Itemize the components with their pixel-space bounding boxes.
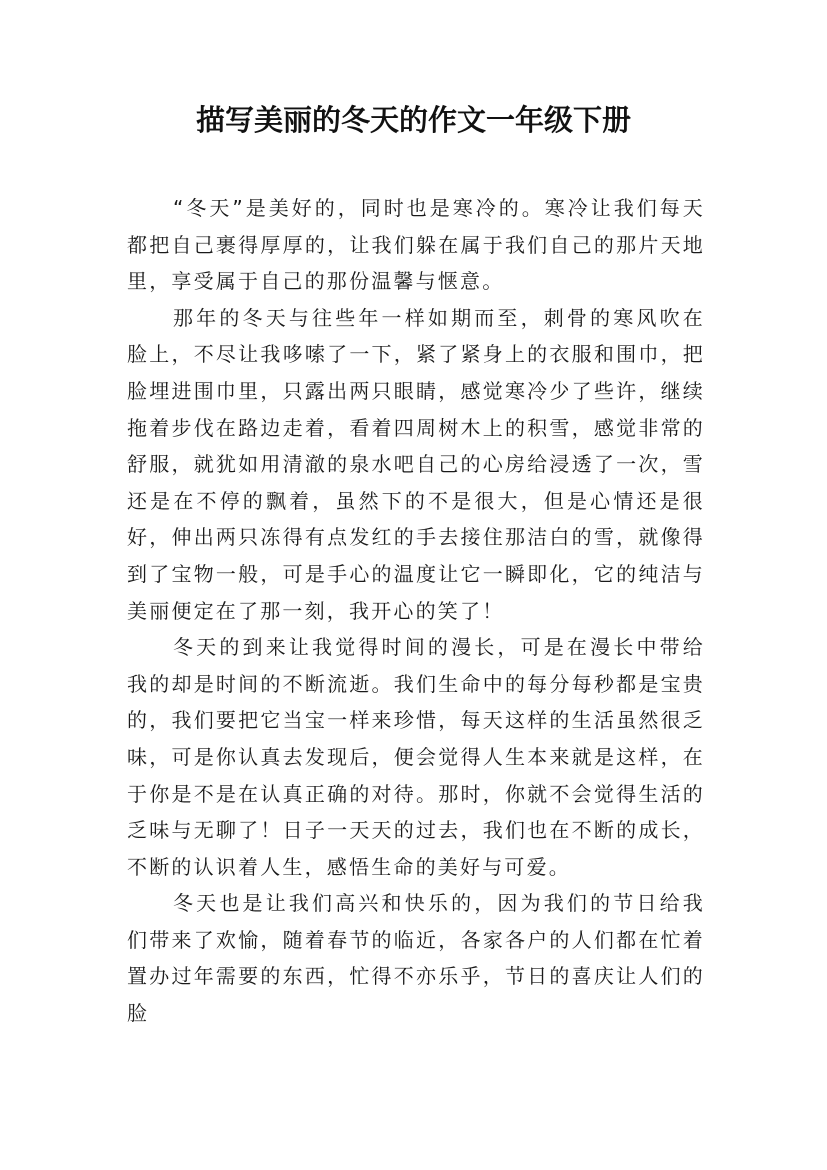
- paragraph: 那年的冬天与往些年一样如期而至，刺骨的寒风吹在脸上，不尽让我哆嗦了一下，紧了紧身上的衣服和围巾，把脸埋进围巾里，只露出两只眼睛，感觉寒冷少了些许，继续拖着步伐在路边走着，看着四周树木上的积雪，感觉非常的舒服，就犹如用清澈的泉水吧自己的心房给浸透了一次，雪还是在不停的飘着，虽然下的不是很大，但是心情还是很好，伸出两只冻得有点发红的手去接住那洁白的雪，就像得到了宝物一般，可是手心的温度让它一瞬即化，它的纯洁与美丽便定在了那一刻，我开心的笑了！: [127, 305, 705, 623]
- paragraph: 冬天也是让我们高兴和快乐的，因为我们的节日给我们带来了欢愉，随着春节的临近，各家各户的人们都在忙着置办过年需要的东西，忙得不亦乐乎，节日的喜庆让人们的脸: [127, 891, 705, 1026]
- paragraph: “冬天”是美好的，同时也是寒冷的。寒冷让我们每天都把自己裹得厚厚的，让我们躲在属于我们自己的那片天地里，享受属于自己的那份温馨与惬意。: [127, 196, 705, 294]
- paragraph: 冬天的到来让我觉得时间的漫长，可是在漫长中带给我的却是时间的不断流逝。我们生命中的每分每秒都是宝贵的，我们要把它当宝一样来珍惜，每天这样的生活虽然很乏味，可是你认真去发现后，便会觉得人生本来就是这样，在于你是不是在认真正确的对待。那时，你就不会觉得生活的乏味与无聊了！日子一天天的过去，我们也在不断的成长，不断的认识着人生，感悟生命的美好与可爱。: [127, 635, 705, 879]
- document-title: 描写美丽的冬天的作文一年级下册: [195, 103, 631, 137]
- document-body: [127, 190, 705, 1032]
